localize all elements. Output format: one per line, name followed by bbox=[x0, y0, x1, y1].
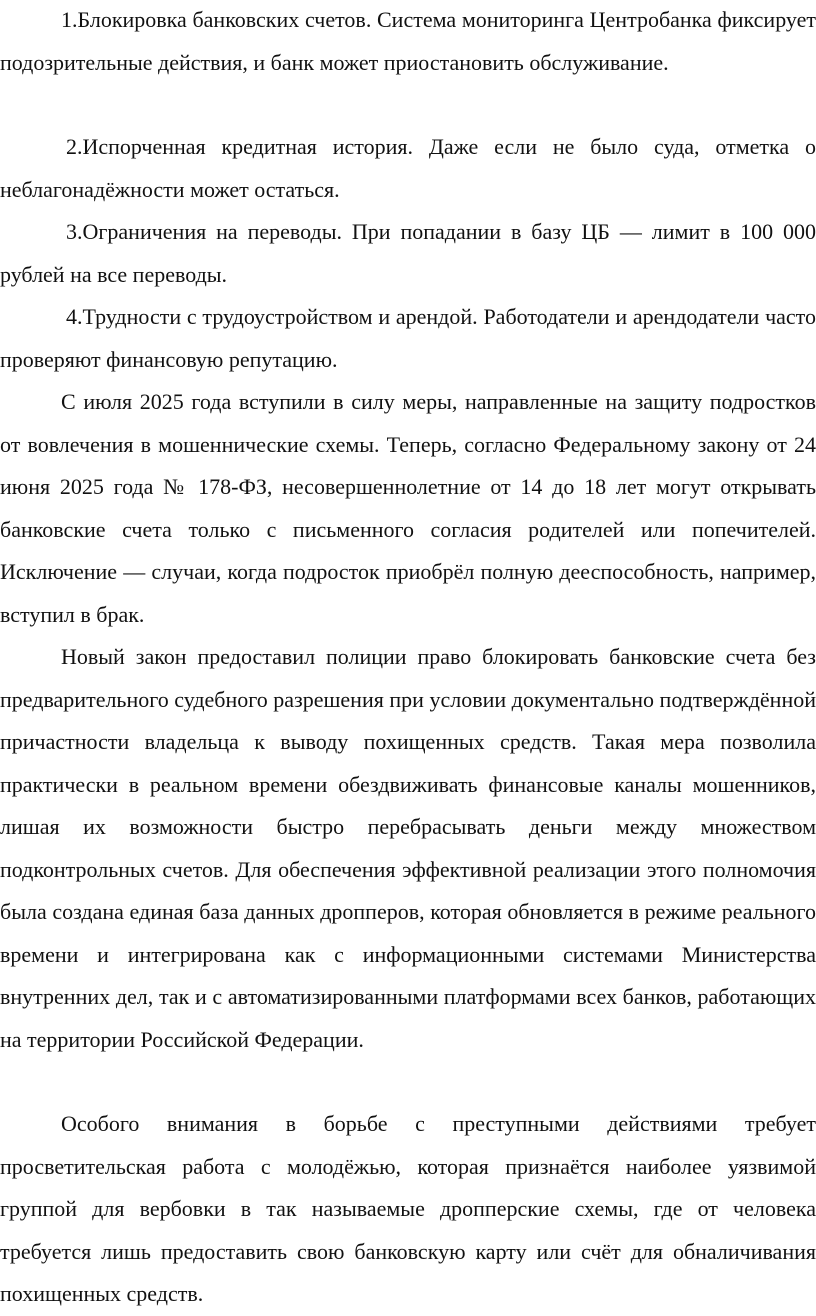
paragraph-teen-protection-law: С июля 2025 года вступили в силу меры, направленные на защиту подростков от вовлечения в мошеннические схемы. Теперь, согласно Федеральному закону от 24 июня 2025 года № 178-ФЗ, несовершеннолетние от 14 до 18 лет могут открывать банковские счета только с письменного согласия родителей или попечителей. Исключение — случаи, когда подросток приобрёл полную дееспособность, например, вступил в брак. bbox=[0, 389, 816, 627]
list-item-credit-history: 2.Испорченная кредитная история. Даже если не было суда, отметка о неблагонадёжности может остаться. bbox=[0, 134, 816, 202]
list-item-employment-difficulties: 4.Трудности с трудоустройством и арендой. Работодатели и арендодатели часто проверяют финансовую репутацию. bbox=[0, 304, 816, 372]
list-item-transfer-limits: 3.Ограничения на переводы. При попадании в базу ЦБ — лимит в 100 000 рублей на все переводы. bbox=[0, 219, 816, 287]
list-item-account-blocking: 1.Блокировка банковских счетов. Система мониторинга Центробанка фиксирует подозрительные действия, и банк может приостановить обслуживание. bbox=[0, 7, 816, 75]
paragraph-police-account-blocking: Новый закон предоставил полиции право блокировать банковские счета без предварительного судебного разрешения при условии документально подтверждённой причастности владельца к выводу похищенных средств. Такая мера позволила практически в реальном времени обездвиживать финансовые каналы мошенников, лишая их возможности быстро перебрасывать деньги между множеством подконтрольных счетов. Для обеспечения эффективной реализации этого полномочия была создана единая база данных дропперов, которая обновляется в режиме реального времени и интегрирована как с информационными системами Министерства внутренних дел, так и с автоматизированными платформами всех банков, работающих на территории Российской Федерации. bbox=[0, 644, 816, 1052]
paragraph-youth-education: Особого внимания в борьбе с преступными действиями требует просветительская работа с молодёжью, которая признаётся наиболее уязвимой группой для вербовки в так называемые дропперские схемы, где от человека требуется лишь предоставить свою банковскую карту или счёт для обналичивания похищенных средств. bbox=[0, 1111, 816, 1306]
